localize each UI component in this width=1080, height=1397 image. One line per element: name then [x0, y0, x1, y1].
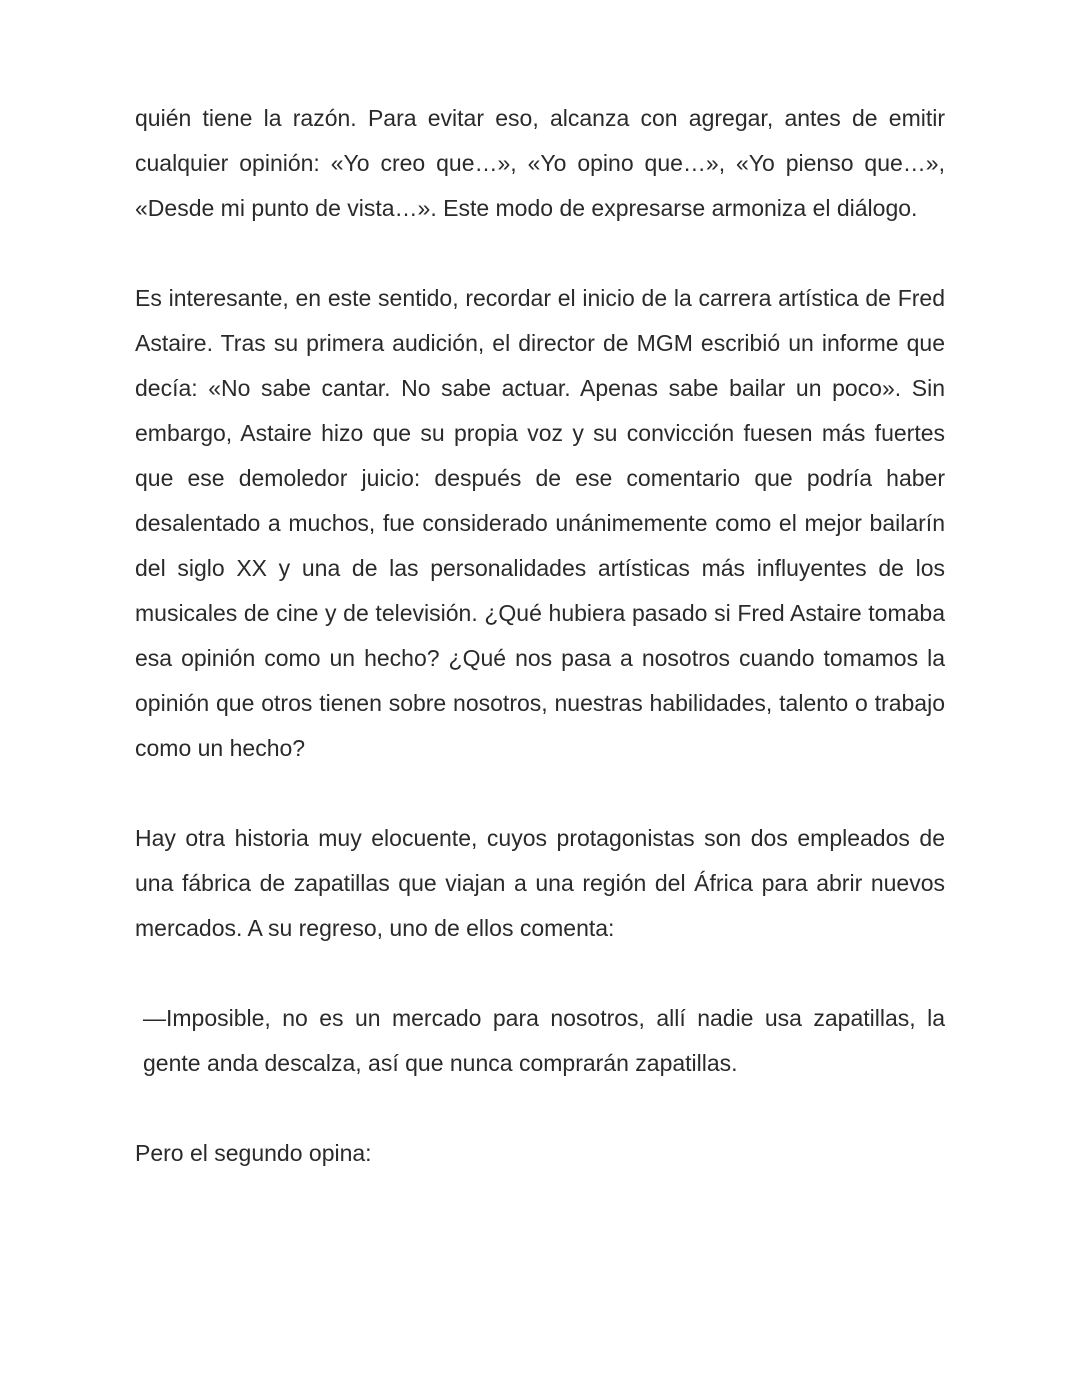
paragraph-opinion-phrasing: quién tiene la razón. Para evitar eso, alcanza con agregar, antes de emitir cualquier opinión: «Yo creo que…», «Yo opino que…», «Yo pienso que…», «Desde mi punto de vista…». Este modo de expresarse armoniza el diálogo.: [135, 105, 945, 221]
paragraph-fred-astaire: Es interesante, en este sentido, recordar el inicio de la carrera artística de Fred Astaire. Tras su primera audición, el director de MGM escribió un informe que decía: «No sabe cantar. No sabe actuar. Apenas sabe bailar un poco». Sin embargo, Astaire hizo que su propia voz y su convicción fuesen más fuertes que ese demoledor juicio: después de ese comentario que podría haber desalentado a muchos, fue considerado unánimemente como el mejor bailarín del siglo XX y una de las personalidades artísticas más influyentes de los musicales de cine y de televisión. ¿Qué hubiera pasado si Fred Astaire tomaba esa opinión como un hecho? ¿Qué nos pasa a nosotros cuando tomamos la opinión que otros tienen sobre nosotros, nuestras habilidades, talento o trabajo como un hecho?: [135, 285, 945, 761]
paragraph-first-employee-dialogue: —Imposible, no es un mercado para nosotros, allí nadie usa zapatillas, la gente anda descalza, así que nunca comprarán zapatillas.: [143, 1005, 945, 1076]
document-page: [135, 96, 945, 1221]
paragraph-shoe-factory-story: Hay otra historia muy elocuente, cuyos protagonistas son dos empleados de una fábrica de zapatillas que viajan a una región del África para abrir nuevos mercados. A su regreso, uno de ellos comenta:: [135, 825, 945, 941]
paragraph-second-employee-intro: Pero el segundo opina:: [135, 1140, 372, 1166]
